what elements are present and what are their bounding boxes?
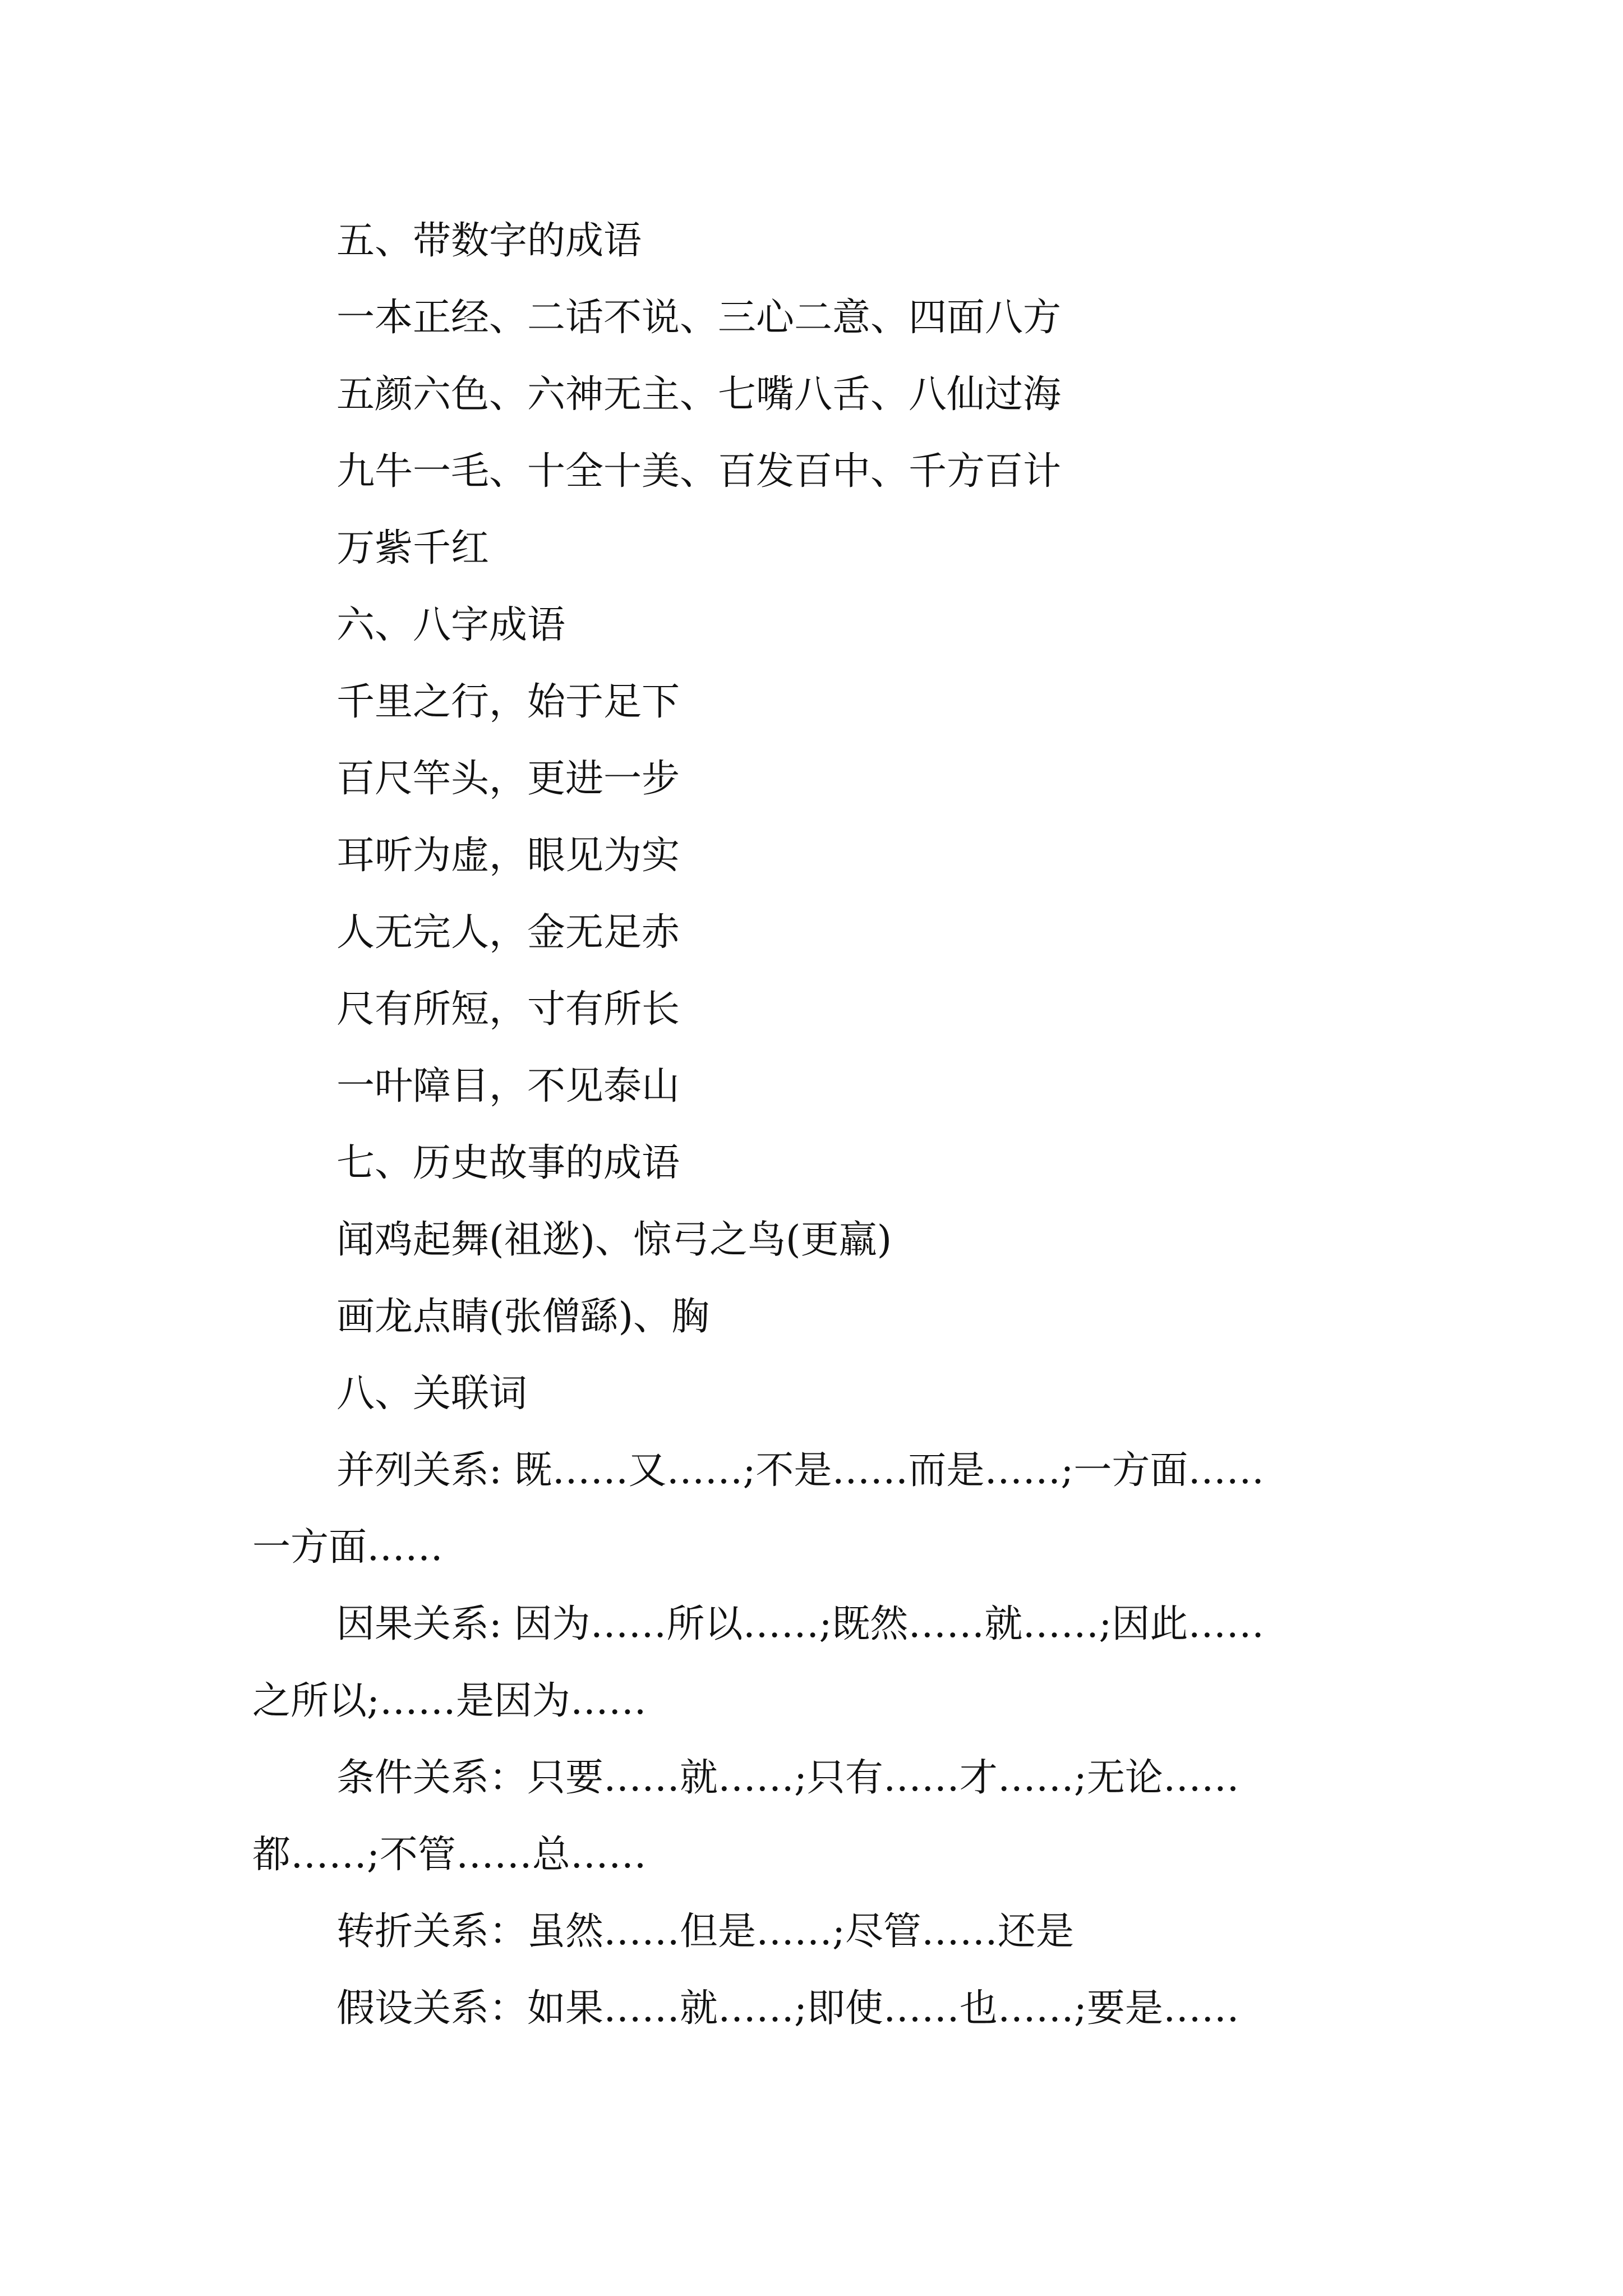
idiom-line: 画龙点睛(张僧繇)、胸 — [336, 1295, 710, 1339]
idiom-line: 人无完人，金无足赤 — [336, 910, 680, 955]
conjunction-line-continued: 一方面…… — [252, 1525, 444, 1570]
idiom-line: 五颜六色、六神无主、七嘴八舌、八仙过海 — [336, 372, 1062, 417]
section-heading-numbers: 五、带数字的成语 — [336, 219, 642, 263]
section-heading-eight-char: 六、八字成语 — [336, 603, 566, 647]
idiom-line: 千里之行，始于足下 — [336, 680, 680, 724]
conjunction-line: 转折关系：虽然……但是……;尽管……还是 — [336, 1910, 1074, 1954]
conjunction-line-continued: 都……;不管……总…… — [252, 1833, 647, 1877]
idiom-line: 万紫千红 — [336, 526, 490, 570]
conjunction-line: 并列关系: 既……又……;不是……而是……;一方面…… — [336, 1448, 1265, 1493]
section-heading-conjunctions: 八、关联词 — [336, 1372, 528, 1416]
conjunction-line: 假设关系：如果……就……;即使……也……;要是…… — [336, 1986, 1239, 2031]
idiom-line: 百尺竿头，更进一步 — [336, 757, 680, 801]
conjunction-line: 条件关系：只要……就……;只有……才……;无论…… — [336, 1756, 1239, 1800]
section-heading-history: 七、历史故事的成语 — [336, 1141, 680, 1185]
idiom-line: 一本正经、二话不说、三心二意、四面八方 — [336, 296, 1062, 340]
idiom-line: 九牛一毛、十全十美、百发百中、千方百计 — [336, 449, 1062, 494]
idiom-line: 耳听为虚，眼见为实 — [336, 834, 680, 878]
idiom-line: 一叶障目，不见泰山 — [336, 1064, 680, 1108]
idiom-line: 尺有所短，寸有所长 — [336, 987, 680, 1032]
conjunction-line-continued: 之所以;……是因为…… — [252, 1679, 647, 1723]
conjunction-line: 因果关系: 因为……所以……;既然……就……;因此…… — [336, 1602, 1265, 1646]
idiom-line: 闻鸡起舞(祖逖)、惊弓之鸟(更羸) — [336, 1218, 892, 1262]
